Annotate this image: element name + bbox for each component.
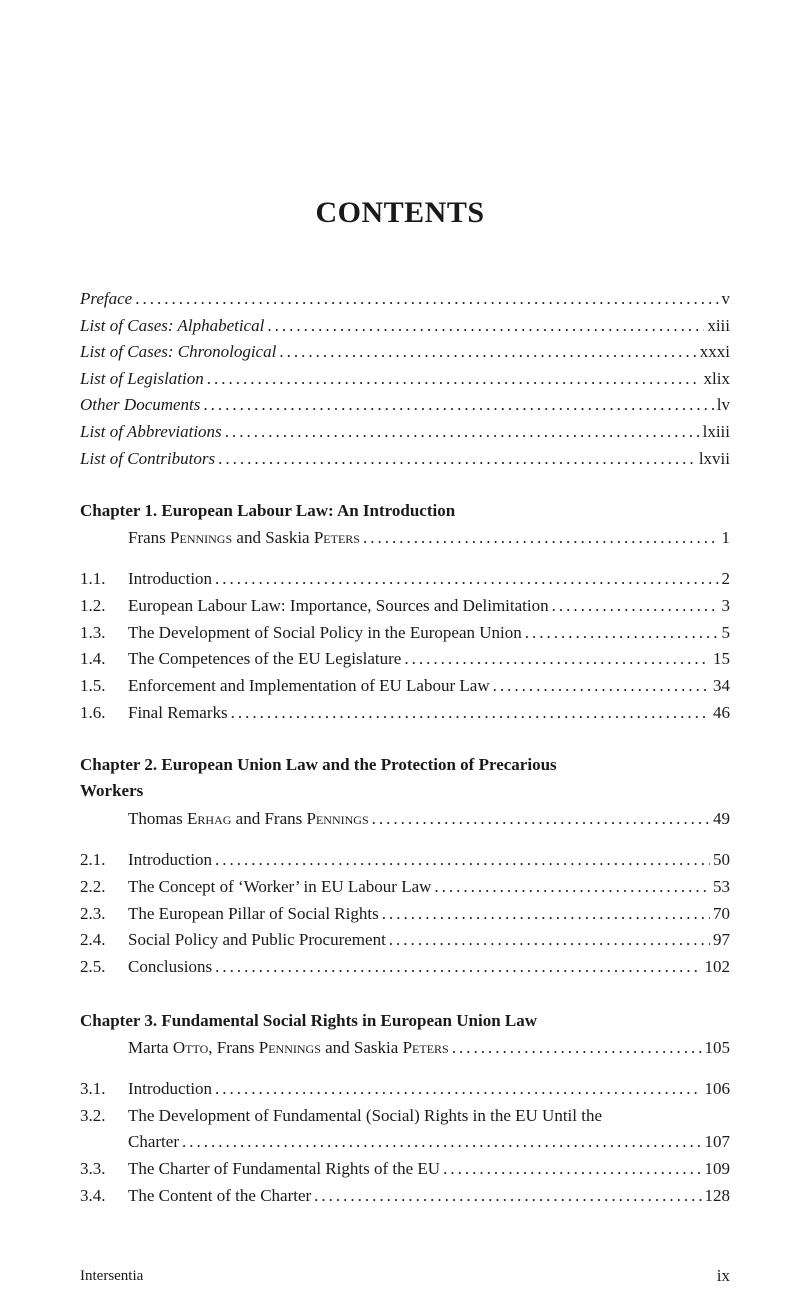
chapter-author-row[interactable] (128, 806, 730, 832)
entry-title: Other Documents (80, 395, 201, 414)
leader-dots (404, 646, 710, 672)
section-page: 106 (704, 1079, 730, 1098)
section-page: 50 (713, 850, 730, 869)
section-page: 46 (713, 703, 730, 722)
chapter-author-row[interactable] (128, 525, 730, 551)
chapter-authors: Marta Otto, Frans Pennings and Saskia Peters (128, 1038, 449, 1057)
section-title: European Labour Law: Importance, Sources and Delimitation (128, 596, 549, 615)
section-number: 1.4. (80, 649, 106, 668)
leader-dots (267, 313, 704, 339)
leader-dots (231, 700, 710, 726)
toc-section[interactable] (80, 566, 730, 592)
section-page: 15 (713, 649, 730, 668)
leader-dots (382, 901, 710, 927)
toc-section[interactable] (80, 847, 730, 873)
leader-dots (218, 446, 696, 472)
entry-page: xxxi (699, 342, 730, 361)
section-page: 102 (704, 957, 730, 976)
toc-section[interactable] (80, 1156, 730, 1182)
leader-dots (493, 673, 710, 699)
toc-entry[interactable] (80, 446, 730, 472)
toc-entry[interactable] (80, 392, 730, 418)
section-page: 53 (713, 877, 730, 896)
entry-title: List of Abbreviations (80, 422, 222, 441)
section-number: 2.4. (80, 930, 106, 949)
toc-section[interactable] (80, 700, 730, 726)
section-number: 3.4. (80, 1186, 106, 1205)
section-page: 97 (713, 930, 730, 949)
toc-section[interactable] (80, 901, 730, 927)
chapter-authors: Frans Pennings and Saskia Peters (128, 528, 360, 547)
entry-title: List of Legislation (80, 369, 204, 388)
leader-dots (525, 620, 719, 646)
toc-section[interactable] (80, 673, 730, 699)
leader-dots (182, 1129, 702, 1155)
toc-entry[interactable] (80, 366, 730, 392)
section-title: The Concept of ‘Worker’ in EU Labour Law (128, 877, 432, 896)
toc-section[interactable] (80, 874, 730, 900)
leader-dots (135, 286, 718, 312)
section-page: 107 (704, 1132, 730, 1151)
leader-dots (215, 1076, 701, 1102)
section-title: The Development of Social Policy in the European Union (128, 623, 522, 642)
chapter-title[interactable] (80, 752, 700, 804)
toc-section[interactable] (80, 1183, 730, 1209)
leader-dots (279, 339, 696, 365)
section-title: The European Pillar of Social Rights (128, 904, 379, 923)
entry-page: lxiii (702, 422, 730, 441)
section-title: Charter (128, 1132, 179, 1151)
toc-entry[interactable] (80, 313, 730, 339)
section-page: 34 (713, 676, 730, 695)
section-page: 128 (704, 1186, 730, 1205)
section-number: 3.3. (80, 1159, 106, 1178)
leader-dots (452, 1035, 702, 1061)
entry-page: v (721, 289, 730, 308)
section-title: Introduction (128, 850, 213, 869)
chapter-authors: Thomas Erhag and Frans Pennings (128, 809, 369, 828)
entry-page: 105 (704, 1038, 730, 1057)
section-number: 2.3. (80, 904, 106, 923)
publisher-name: Intersentia (80, 1268, 144, 1284)
chapter-title-line: Chapter 2. European Union Law and the Protection of Precarious (80, 755, 557, 774)
section-number: 1.1. (80, 569, 106, 588)
section-title: Introduction (128, 569, 213, 588)
section-number: 1.6. (80, 703, 106, 722)
toc-section-continuation[interactable] (128, 1129, 730, 1155)
section-title: Final Remarks (128, 703, 228, 722)
section-title: The Charter of Fundamental Rights of the EU (128, 1159, 441, 1178)
toc-section[interactable] (80, 1076, 730, 1102)
entry-page: 1 (721, 528, 730, 547)
toc-entry[interactable] (80, 339, 730, 365)
section-number: 3.2. (80, 1106, 106, 1125)
section-number: 1.2. (80, 596, 106, 615)
section-title: The Content of the Charter (128, 1186, 312, 1205)
leader-dots (203, 392, 713, 418)
entry-page: 49 (713, 809, 730, 828)
entry-page: lv (716, 395, 730, 414)
page-title: CONTENTS (315, 196, 485, 229)
entry-page: xiii (707, 316, 730, 335)
section-title: The Development of Fundamental (Social) Rights in the EU Until the (128, 1106, 603, 1125)
section-title: Introduction (128, 1079, 213, 1098)
toc-section[interactable] (80, 593, 730, 619)
section-page: 5 (721, 623, 730, 642)
section-title: Enforcement and Implementation of EU Labour Law (128, 676, 490, 695)
leader-dots (314, 1183, 701, 1209)
section-page: 2 (721, 569, 730, 588)
leader-dots (434, 874, 710, 900)
leader-dots (363, 525, 719, 551)
leader-dots (215, 566, 718, 592)
toc-section[interactable] (80, 646, 730, 672)
page-number: ix (716, 1266, 730, 1285)
chapter-title[interactable]: Chapter 3. Fundamental Social Rights in European Union Law (80, 1011, 538, 1030)
leader-dots (552, 593, 719, 619)
section-number: 2.5. (80, 957, 106, 976)
toc-section[interactable] (80, 954, 730, 980)
section-number: 2.1. (80, 850, 106, 869)
entry-title: Preface (80, 289, 133, 308)
leader-dots (215, 847, 710, 873)
section-title: Conclusions (128, 957, 213, 976)
section-title: Social Policy and Public Procurement (128, 930, 386, 949)
entry-title: List of Cases: Chronological (80, 342, 277, 361)
section-page: 3 (721, 596, 730, 615)
section-page: 109 (704, 1159, 730, 1178)
toc-section[interactable] (80, 927, 730, 953)
chapter-author-row[interactable] (128, 1035, 730, 1061)
section-number: 1.5. (80, 676, 106, 695)
leader-dots (443, 1156, 701, 1182)
chapter-title[interactable]: Chapter 1. European Labour Law: An Introduction (80, 501, 456, 520)
section-page: 70 (713, 904, 730, 923)
section-number: 3.1. (80, 1079, 106, 1098)
leader-dots (207, 366, 701, 392)
leader-dots (225, 419, 700, 445)
leader-dots (372, 806, 710, 832)
toc-entry[interactable] (80, 419, 730, 445)
toc-section[interactable] (80, 1103, 730, 1129)
section-number: 2.2. (80, 877, 106, 896)
toc-section[interactable] (80, 620, 730, 646)
section-number: 1.3. (80, 623, 106, 642)
chapter-title-line: Workers (80, 781, 144, 800)
entry-title: List of Cases: Alphabetical (80, 316, 265, 335)
entry-title: List of Contributors (80, 449, 216, 468)
entry-page: xlix (703, 369, 730, 388)
leader-dots (215, 954, 701, 980)
toc-entry[interactable] (80, 286, 730, 312)
entry-page: lxvii (698, 449, 730, 468)
section-title: The Competences of the EU Legislature (128, 649, 402, 668)
leader-dots (389, 927, 710, 953)
